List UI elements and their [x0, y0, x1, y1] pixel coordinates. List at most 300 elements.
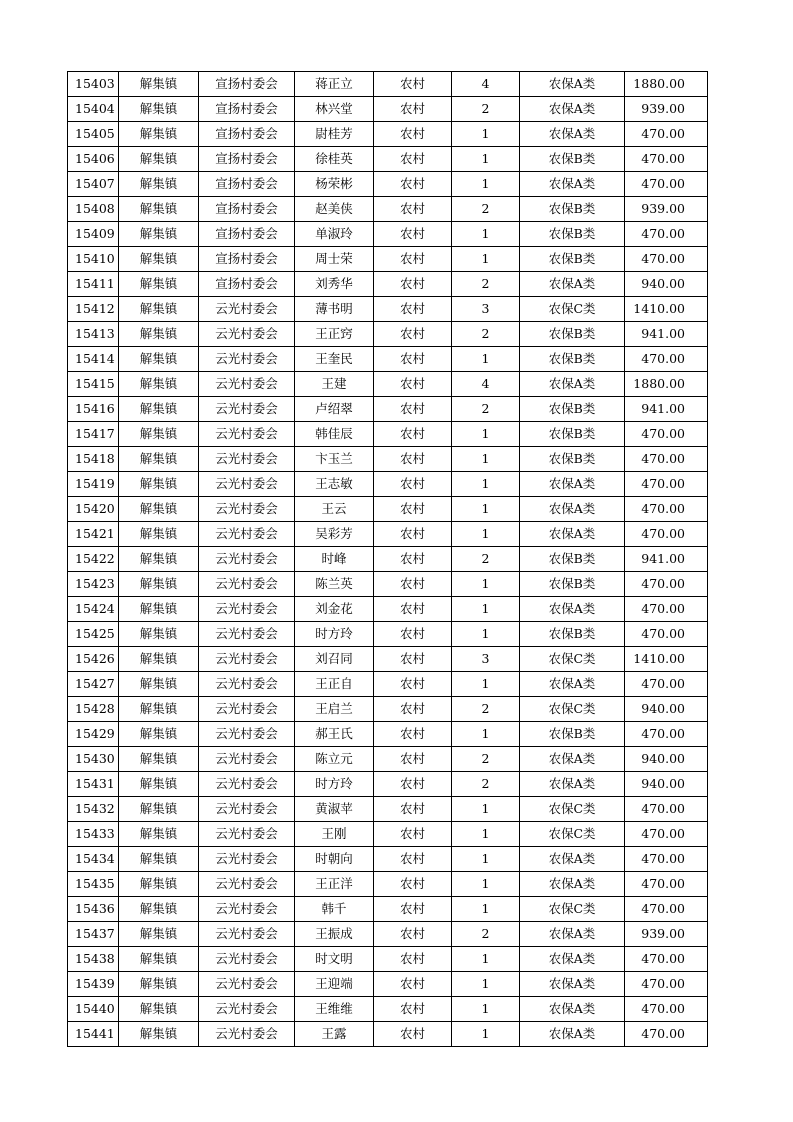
town-cell: 解集镇 [119, 72, 199, 97]
table-row [68, 922, 708, 947]
person-name-cell: 时朝向 [295, 847, 374, 872]
insurance-category-cell: 农保B类 [520, 622, 625, 647]
town-cell: 解集镇 [119, 697, 199, 722]
table-row [68, 247, 708, 272]
area-type-cell: 农村 [374, 797, 452, 822]
table-row [68, 372, 708, 397]
person-name-cell: 吴彩芳 [295, 522, 374, 547]
household-count-cell: 2 [452, 397, 520, 422]
area-type-cell: 农村 [374, 572, 452, 597]
town-cell: 解集镇 [119, 797, 199, 822]
household-count-cell: 1 [452, 472, 520, 497]
household-count-cell: 1 [452, 822, 520, 847]
amount-cell: 941.00 [625, 322, 708, 347]
amount-cell: 470.00 [625, 472, 708, 497]
village-committee-cell: 云光村委会 [199, 572, 295, 597]
village-committee-cell: 宣扬村委会 [199, 172, 295, 197]
village-committee-cell: 云光村委会 [199, 347, 295, 372]
area-type-cell: 农村 [374, 297, 452, 322]
village-committee-cell: 云光村委会 [199, 722, 295, 747]
village-committee-cell: 云光村委会 [199, 672, 295, 697]
record-id-cell: 15431 [68, 772, 119, 797]
amount-cell: 940.00 [625, 747, 708, 772]
table-row [68, 147, 708, 172]
record-id-cell: 15411 [68, 272, 119, 297]
village-committee-cell: 云光村委会 [199, 497, 295, 522]
insurance-category-cell: 农保C类 [520, 697, 625, 722]
village-committee-cell: 云光村委会 [199, 972, 295, 997]
record-id-cell: 15416 [68, 397, 119, 422]
table-row [68, 172, 708, 197]
person-name-cell: 时峰 [295, 547, 374, 572]
village-committee-cell: 宣扬村委会 [199, 147, 295, 172]
table-row [68, 272, 708, 297]
amount-cell: 470.00 [625, 172, 708, 197]
amount-cell: 470.00 [625, 572, 708, 597]
table-row [68, 747, 708, 772]
amount-cell: 939.00 [625, 922, 708, 947]
table-row [68, 1022, 708, 1047]
person-name-cell: 陈立元 [295, 747, 374, 772]
table-row [68, 847, 708, 872]
insurance-category-cell: 农保A类 [520, 122, 625, 147]
area-type-cell: 农村 [374, 97, 452, 122]
insurance-category-cell: 农保C类 [520, 647, 625, 672]
area-type-cell: 农村 [374, 672, 452, 697]
household-count-cell: 2 [452, 697, 520, 722]
record-id-cell: 15441 [68, 1022, 119, 1047]
household-count-cell: 4 [452, 372, 520, 397]
person-name-cell: 王露 [295, 1022, 374, 1047]
person-name-cell: 尉桂芳 [295, 122, 374, 147]
record-id-cell: 15436 [68, 897, 119, 922]
record-id-cell: 15409 [68, 222, 119, 247]
town-cell: 解集镇 [119, 572, 199, 597]
insurance-category-cell: 农保C类 [520, 822, 625, 847]
village-committee-cell: 云光村委会 [199, 747, 295, 772]
village-committee-cell: 云光村委会 [199, 872, 295, 897]
household-count-cell: 1 [452, 347, 520, 372]
amount-cell: 470.00 [625, 247, 708, 272]
village-committee-cell: 云光村委会 [199, 1022, 295, 1047]
household-count-cell: 2 [452, 272, 520, 297]
table-row [68, 972, 708, 997]
household-count-cell: 1 [452, 172, 520, 197]
household-count-cell: 1 [452, 447, 520, 472]
amount-cell: 941.00 [625, 397, 708, 422]
area-type-cell: 农村 [374, 72, 452, 97]
town-cell: 解集镇 [119, 97, 199, 122]
record-id-cell: 15410 [68, 247, 119, 272]
town-cell: 解集镇 [119, 947, 199, 972]
village-committee-cell: 宣扬村委会 [199, 122, 295, 147]
record-id-cell: 15422 [68, 547, 119, 572]
amount-cell: 1410.00 [625, 297, 708, 322]
village-committee-cell: 宣扬村委会 [199, 247, 295, 272]
record-id-cell: 15437 [68, 922, 119, 947]
person-name-cell: 蒋正立 [295, 72, 374, 97]
person-name-cell: 林兴堂 [295, 97, 374, 122]
area-type-cell: 农村 [374, 722, 452, 747]
amount-cell: 470.00 [625, 347, 708, 372]
insurance-category-cell: 农保A类 [520, 497, 625, 522]
record-id-cell: 15404 [68, 97, 119, 122]
person-name-cell: 王振成 [295, 922, 374, 947]
person-name-cell: 郝王氏 [295, 722, 374, 747]
area-type-cell: 农村 [374, 347, 452, 372]
table-row [68, 97, 708, 122]
person-name-cell: 王云 [295, 497, 374, 522]
amount-cell: 939.00 [625, 197, 708, 222]
village-committee-cell: 云光村委会 [199, 922, 295, 947]
insurance-category-cell: 农保A类 [520, 772, 625, 797]
person-name-cell: 刘金花 [295, 597, 374, 622]
insurance-category-cell: 农保A类 [520, 1022, 625, 1047]
amount-cell: 470.00 [625, 722, 708, 747]
town-cell: 解集镇 [119, 172, 199, 197]
person-name-cell: 卢绍翠 [295, 397, 374, 422]
area-type-cell: 农村 [374, 397, 452, 422]
town-cell: 解集镇 [119, 422, 199, 447]
amount-cell: 940.00 [625, 272, 708, 297]
town-cell: 解集镇 [119, 272, 199, 297]
amount-cell: 470.00 [625, 422, 708, 447]
town-cell: 解集镇 [119, 197, 199, 222]
person-name-cell: 王建 [295, 372, 374, 397]
town-cell: 解集镇 [119, 822, 199, 847]
record-id-cell: 15432 [68, 797, 119, 822]
village-committee-cell: 宣扬村委会 [199, 272, 295, 297]
area-type-cell: 农村 [374, 222, 452, 247]
amount-cell: 940.00 [625, 697, 708, 722]
household-count-cell: 1 [452, 972, 520, 997]
area-type-cell: 农村 [374, 922, 452, 947]
area-type-cell: 农村 [374, 947, 452, 972]
insurance-category-cell: 农保A类 [520, 922, 625, 947]
insurance-category-cell: 农保A类 [520, 172, 625, 197]
area-type-cell: 农村 [374, 122, 452, 147]
table-row [68, 422, 708, 447]
area-type-cell: 农村 [374, 997, 452, 1022]
household-count-cell: 3 [452, 297, 520, 322]
person-name-cell: 刘召同 [295, 647, 374, 672]
town-cell: 解集镇 [119, 447, 199, 472]
record-id-cell: 15425 [68, 622, 119, 647]
amount-cell: 470.00 [625, 997, 708, 1022]
amount-cell: 939.00 [625, 97, 708, 122]
amount-cell: 470.00 [625, 597, 708, 622]
town-cell: 解集镇 [119, 122, 199, 147]
table-row [68, 522, 708, 547]
household-count-cell: 1 [452, 1022, 520, 1047]
village-committee-cell: 宣扬村委会 [199, 97, 295, 122]
area-type-cell: 农村 [374, 172, 452, 197]
village-committee-cell: 云光村委会 [199, 522, 295, 547]
household-count-cell: 3 [452, 647, 520, 672]
town-cell: 解集镇 [119, 497, 199, 522]
area-type-cell: 农村 [374, 447, 452, 472]
insurance-category-cell: 农保C类 [520, 297, 625, 322]
town-cell: 解集镇 [119, 972, 199, 997]
person-name-cell: 王正窍 [295, 322, 374, 347]
person-name-cell: 韩佳辰 [295, 422, 374, 447]
area-type-cell: 农村 [374, 197, 452, 222]
record-id-cell: 15423 [68, 572, 119, 597]
person-name-cell: 时方玲 [295, 622, 374, 647]
roster-table [67, 71, 708, 1047]
insurance-category-cell: 农保B类 [520, 322, 625, 347]
record-id-cell: 15403 [68, 72, 119, 97]
town-cell: 解集镇 [119, 522, 199, 547]
record-id-cell: 15440 [68, 997, 119, 1022]
table-row [68, 122, 708, 147]
table-row [68, 297, 708, 322]
record-id-cell: 15406 [68, 147, 119, 172]
household-count-cell: 1 [452, 997, 520, 1022]
insurance-category-cell: 农保B类 [520, 722, 625, 747]
town-cell: 解集镇 [119, 897, 199, 922]
amount-cell: 470.00 [625, 1022, 708, 1047]
record-id-cell: 15439 [68, 972, 119, 997]
record-id-cell: 15438 [68, 947, 119, 972]
person-name-cell: 杨荣彬 [295, 172, 374, 197]
person-name-cell: 王启兰 [295, 697, 374, 722]
village-committee-cell: 云光村委会 [199, 797, 295, 822]
record-id-cell: 15427 [68, 672, 119, 697]
record-id-cell: 15417 [68, 422, 119, 447]
person-name-cell: 卞玉兰 [295, 447, 374, 472]
village-committee-cell: 云光村委会 [199, 647, 295, 672]
person-name-cell: 薄书明 [295, 297, 374, 322]
town-cell: 解集镇 [119, 397, 199, 422]
amount-cell: 1410.00 [625, 647, 708, 672]
person-name-cell: 时方玲 [295, 772, 374, 797]
table-row [68, 222, 708, 247]
household-count-cell: 2 [452, 747, 520, 772]
record-id-cell: 15415 [68, 372, 119, 397]
village-committee-cell: 云光村委会 [199, 772, 295, 797]
household-count-cell: 1 [452, 522, 520, 547]
insurance-category-cell: 农保B类 [520, 547, 625, 572]
household-count-cell: 2 [452, 922, 520, 947]
person-name-cell: 王奎民 [295, 347, 374, 372]
town-cell: 解集镇 [119, 772, 199, 797]
village-committee-cell: 云光村委会 [199, 597, 295, 622]
amount-cell: 470.00 [625, 847, 708, 872]
record-id-cell: 15412 [68, 297, 119, 322]
table-row [68, 322, 708, 347]
record-id-cell: 15414 [68, 347, 119, 372]
table-row [68, 947, 708, 972]
table-row [68, 572, 708, 597]
village-committee-cell: 云光村委会 [199, 397, 295, 422]
insurance-category-cell: 农保A类 [520, 597, 625, 622]
village-committee-cell: 云光村委会 [199, 322, 295, 347]
village-committee-cell: 云光村委会 [199, 822, 295, 847]
household-count-cell: 1 [452, 947, 520, 972]
person-name-cell: 韩千 [295, 897, 374, 922]
household-count-cell: 1 [452, 497, 520, 522]
village-committee-cell: 云光村委会 [199, 297, 295, 322]
area-type-cell: 农村 [374, 472, 452, 497]
village-committee-cell: 宣扬村委会 [199, 222, 295, 247]
area-type-cell: 农村 [374, 422, 452, 447]
village-committee-cell: 云光村委会 [199, 947, 295, 972]
area-type-cell: 农村 [374, 1022, 452, 1047]
person-name-cell: 刘秀华 [295, 272, 374, 297]
record-id-cell: 15407 [68, 172, 119, 197]
insurance-category-cell: 农保B类 [520, 572, 625, 597]
town-cell: 解集镇 [119, 372, 199, 397]
area-type-cell: 农村 [374, 147, 452, 172]
area-type-cell: 农村 [374, 322, 452, 347]
table-row [68, 772, 708, 797]
table-row [68, 647, 708, 672]
insurance-category-cell: 农保C类 [520, 897, 625, 922]
record-id-cell: 15430 [68, 747, 119, 772]
village-committee-cell: 宣扬村委会 [199, 197, 295, 222]
village-committee-cell: 云光村委会 [199, 697, 295, 722]
town-cell: 解集镇 [119, 297, 199, 322]
person-name-cell: 王维维 [295, 997, 374, 1022]
table-row [68, 722, 708, 747]
town-cell: 解集镇 [119, 472, 199, 497]
record-id-cell: 15424 [68, 597, 119, 622]
town-cell: 解集镇 [119, 922, 199, 947]
amount-cell: 1880.00 [625, 372, 708, 397]
area-type-cell: 农村 [374, 822, 452, 847]
amount-cell: 470.00 [625, 122, 708, 147]
household-count-cell: 1 [452, 622, 520, 647]
record-id-cell: 15435 [68, 872, 119, 897]
insurance-category-cell: 农保A类 [520, 372, 625, 397]
amount-cell: 470.00 [625, 447, 708, 472]
table-row [68, 472, 708, 497]
record-id-cell: 15408 [68, 197, 119, 222]
insurance-category-cell: 农保B类 [520, 447, 625, 472]
person-name-cell: 徐桂英 [295, 147, 374, 172]
town-cell: 解集镇 [119, 872, 199, 897]
household-count-cell: 2 [452, 772, 520, 797]
insurance-category-cell: 农保B类 [520, 147, 625, 172]
insurance-category-cell: 农保B类 [520, 347, 625, 372]
table-row [68, 797, 708, 822]
insurance-category-cell: 农保A类 [520, 472, 625, 497]
area-type-cell: 农村 [374, 497, 452, 522]
insurance-category-cell: 农保A类 [520, 72, 625, 97]
table-row [68, 447, 708, 472]
town-cell: 解集镇 [119, 597, 199, 622]
insurance-category-cell: 农保C类 [520, 797, 625, 822]
person-name-cell: 周士荣 [295, 247, 374, 272]
insurance-category-cell: 农保A类 [520, 272, 625, 297]
area-type-cell: 农村 [374, 247, 452, 272]
table-row [68, 347, 708, 372]
table-row [68, 497, 708, 522]
insurance-category-cell: 农保B类 [520, 247, 625, 272]
village-committee-cell: 宣扬村委会 [199, 72, 295, 97]
record-id-cell: 15433 [68, 822, 119, 847]
amount-cell: 940.00 [625, 772, 708, 797]
insurance-category-cell: 农保A类 [520, 97, 625, 122]
record-id-cell: 15419 [68, 472, 119, 497]
village-committee-cell: 云光村委会 [199, 997, 295, 1022]
town-cell: 解集镇 [119, 222, 199, 247]
area-type-cell: 农村 [374, 372, 452, 397]
person-name-cell: 王正洋 [295, 872, 374, 897]
area-type-cell: 农村 [374, 847, 452, 872]
household-count-cell: 1 [452, 222, 520, 247]
village-committee-cell: 云光村委会 [199, 847, 295, 872]
town-cell: 解集镇 [119, 347, 199, 372]
table-row [68, 397, 708, 422]
person-name-cell: 黄淑苹 [295, 797, 374, 822]
household-count-cell: 1 [452, 897, 520, 922]
amount-cell: 470.00 [625, 147, 708, 172]
insurance-category-cell: 农保B类 [520, 222, 625, 247]
village-committee-cell: 云光村委会 [199, 472, 295, 497]
town-cell: 解集镇 [119, 1022, 199, 1047]
village-committee-cell: 云光村委会 [199, 897, 295, 922]
roster-body [68, 72, 708, 1047]
household-count-cell: 2 [452, 197, 520, 222]
area-type-cell: 农村 [374, 272, 452, 297]
person-name-cell: 赵美侠 [295, 197, 374, 222]
insurance-category-cell: 农保A类 [520, 672, 625, 697]
person-name-cell: 王正自 [295, 672, 374, 697]
insurance-category-cell: 农保A类 [520, 522, 625, 547]
household-count-cell: 1 [452, 872, 520, 897]
record-id-cell: 15418 [68, 447, 119, 472]
amount-cell: 941.00 [625, 547, 708, 572]
record-id-cell: 15413 [68, 322, 119, 347]
household-count-cell: 2 [452, 547, 520, 572]
area-type-cell: 农村 [374, 622, 452, 647]
amount-cell: 470.00 [625, 672, 708, 697]
amount-cell: 470.00 [625, 897, 708, 922]
amount-cell: 470.00 [625, 622, 708, 647]
town-cell: 解集镇 [119, 747, 199, 772]
household-count-cell: 1 [452, 422, 520, 447]
area-type-cell: 农村 [374, 972, 452, 997]
amount-cell: 1880.00 [625, 72, 708, 97]
village-committee-cell: 云光村委会 [199, 547, 295, 572]
town-cell: 解集镇 [119, 147, 199, 172]
household-count-cell: 1 [452, 122, 520, 147]
area-type-cell: 农村 [374, 747, 452, 772]
table-row [68, 597, 708, 622]
table-row [68, 672, 708, 697]
amount-cell: 470.00 [625, 497, 708, 522]
town-cell: 解集镇 [119, 722, 199, 747]
amount-cell: 470.00 [625, 222, 708, 247]
table-row [68, 697, 708, 722]
amount-cell: 470.00 [625, 872, 708, 897]
insurance-category-cell: 农保B类 [520, 397, 625, 422]
household-count-cell: 1 [452, 597, 520, 622]
town-cell: 解集镇 [119, 247, 199, 272]
person-name-cell: 王志敏 [295, 472, 374, 497]
amount-cell: 470.00 [625, 972, 708, 997]
insurance-category-cell: 农保B类 [520, 197, 625, 222]
record-id-cell: 15428 [68, 697, 119, 722]
village-committee-cell: 云光村委会 [199, 447, 295, 472]
record-id-cell: 15426 [68, 647, 119, 672]
insurance-category-cell: 农保A类 [520, 847, 625, 872]
table-row [68, 622, 708, 647]
amount-cell: 470.00 [625, 797, 708, 822]
area-type-cell: 农村 [374, 872, 452, 897]
